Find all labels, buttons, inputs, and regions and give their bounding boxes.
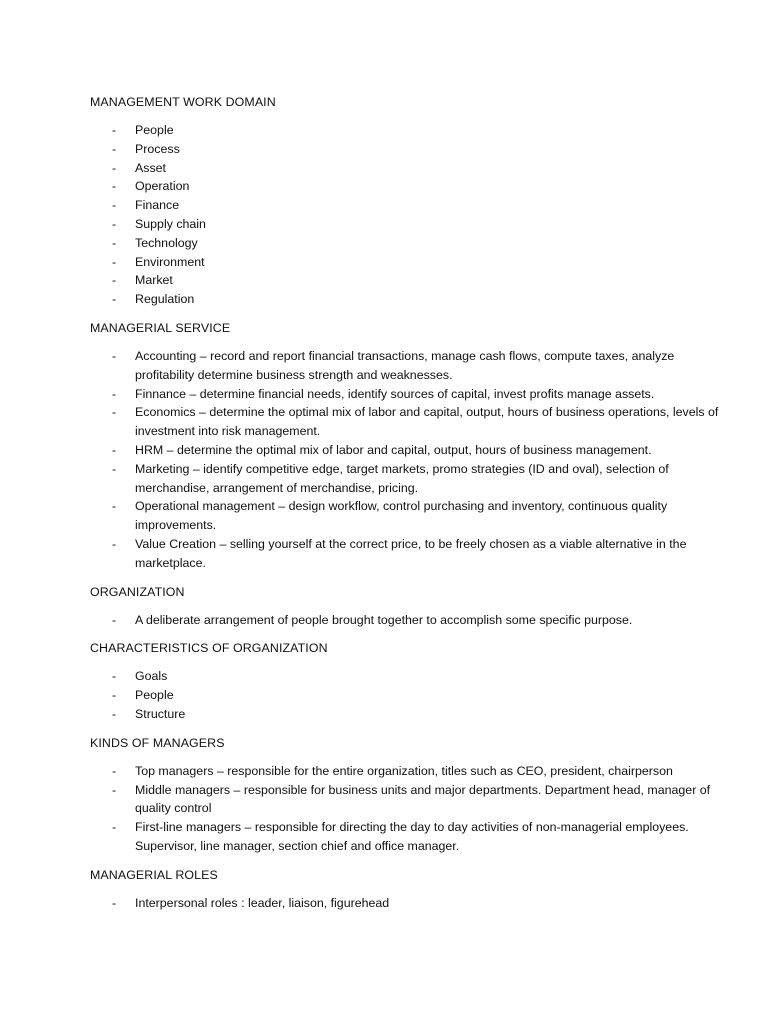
section-heading: MANAGERIAL ROLES [90,867,218,882]
list-item-text: A deliberate arrangement of people brought together to accomplish some specific purpose. [135,612,633,627]
dash-bullet: - [112,386,117,401]
list-item [90,686,725,705]
section-heading: CHARACTERISTICS OF ORGANIZATION [90,641,328,656]
list-item [90,290,725,309]
list-item [90,234,725,253]
list-item [90,403,725,441]
list-item [90,253,725,272]
dash-bullet: - [112,179,117,194]
list-item-text: HRM – determine the optimal mix of labor and capital, output, hours of business management. [135,442,652,457]
list-item [90,762,725,781]
dash-bullet: - [112,292,117,307]
list-item-text: Regulation [135,292,195,307]
list-item-text: Marketing – identify competitive edge, target markets, promo strategies (ID and oval), selection of merchandise, arrangement of merchandise, pricing. [135,461,669,495]
dash-bullet: - [112,141,117,156]
section-managerial-service [90,318,768,573]
section-heading: MANAGERIAL SERVICE [90,320,231,335]
list-item [90,611,725,630]
dash-bullet: - [112,348,117,363]
dash-bullet: - [112,536,117,551]
dash-bullet: - [112,254,117,269]
dash-bullet: - [112,499,117,514]
list-item [90,177,725,196]
list-item [90,121,725,140]
section-kinds-of-managers [90,733,768,856]
list-item [90,497,725,535]
list-item [90,215,725,234]
list-item [90,667,725,686]
list-item [90,781,725,819]
dash-bullet: - [112,405,117,420]
list-item [90,441,725,460]
dash-bullet: - [112,763,117,778]
list-item-text: Operational management – design workflow, control purchasing and inventory, continuous quality improvements. [135,499,668,533]
dash-bullet: - [112,820,117,835]
dash-bullet: - [112,235,117,250]
list-item-text: Supply chain [135,216,206,231]
dash-bullet: - [112,461,117,476]
list-item-text: Structure [135,706,186,721]
list-item-text: Market [135,273,173,288]
list-item [90,140,725,159]
list-item-text: Goals [135,669,168,684]
section-managerial-roles [90,865,768,913]
section-management-work-domain [90,92,768,309]
list-item [90,818,725,856]
list-item-text: Economics – determine the optimal mix of labor and capital, output, hours of business operations, levels of investment into risk management. [135,405,719,439]
list-item-text: Middle managers – responsible for business units and major departments. Department head, manager of quality control [135,782,711,816]
list-item-text: Finance [135,198,180,213]
list-item-text: Interpersonal roles : leader, liaison, figurehead [135,895,390,910]
bullet-list [90,762,768,856]
list-item-text: Environment [135,254,205,269]
dash-bullet: - [112,216,117,231]
bullet-list [90,347,768,573]
section-heading: ORGANIZATION [90,584,185,599]
dash-bullet: - [112,688,117,703]
dash-bullet: - [112,442,117,457]
bullet-list [90,121,768,309]
dash-bullet: - [112,895,117,910]
dash-bullet: - [112,123,117,137]
list-item [90,271,725,290]
section-heading: MANAGEMENT WORK DOMAIN [90,95,276,109]
section-characteristics-of-organization [90,638,768,723]
list-item-text: Finnance – determine financial needs, identify sources of capital, invest profits manage assets. [135,386,655,401]
list-item-text: Accounting – record and report financial transactions, manage cash flows, compute taxes, analyze profitability determine business strength and weaknesses. [135,348,675,382]
dash-bullet: - [112,612,117,627]
list-item [90,460,725,498]
dash-bullet: - [112,669,117,684]
dash-bullet: - [112,782,117,797]
list-item-text: People [135,688,174,703]
bullet-list [90,611,768,630]
list-item-text: Value Creation – selling yourself at the correct price, to be freely chosen as a viable alternative in the marketplace. [135,536,687,570]
list-item [90,535,725,573]
list-item [90,705,725,724]
list-item-text: People [135,123,174,137]
dash-bullet: - [112,160,117,175]
bullet-list [90,667,768,723]
list-item-text: Operation [135,179,190,194]
section-organization [90,582,768,630]
list-item [90,196,725,215]
dash-bullet: - [112,706,117,721]
section-heading: KINDS OF MANAGERS [90,735,225,750]
list-item [90,347,725,385]
list-item [90,894,725,913]
list-item [90,385,725,404]
list-item-text: Asset [135,160,166,175]
list-item-text: Process [135,141,180,156]
bullet-list [90,894,768,913]
list-item-text: First-line managers – responsible for directing the day to day activities of non-managerial employees. Supervisor, line manager, section chief and office manager. [135,820,689,853]
dash-bullet: - [112,198,117,213]
list-item-text: Top managers – responsible for the entire organization, titles such as CEO, president, chairperson [135,763,673,778]
list-item [90,159,725,178]
list-item-text: Technology [135,235,198,250]
dash-bullet: - [112,273,117,288]
